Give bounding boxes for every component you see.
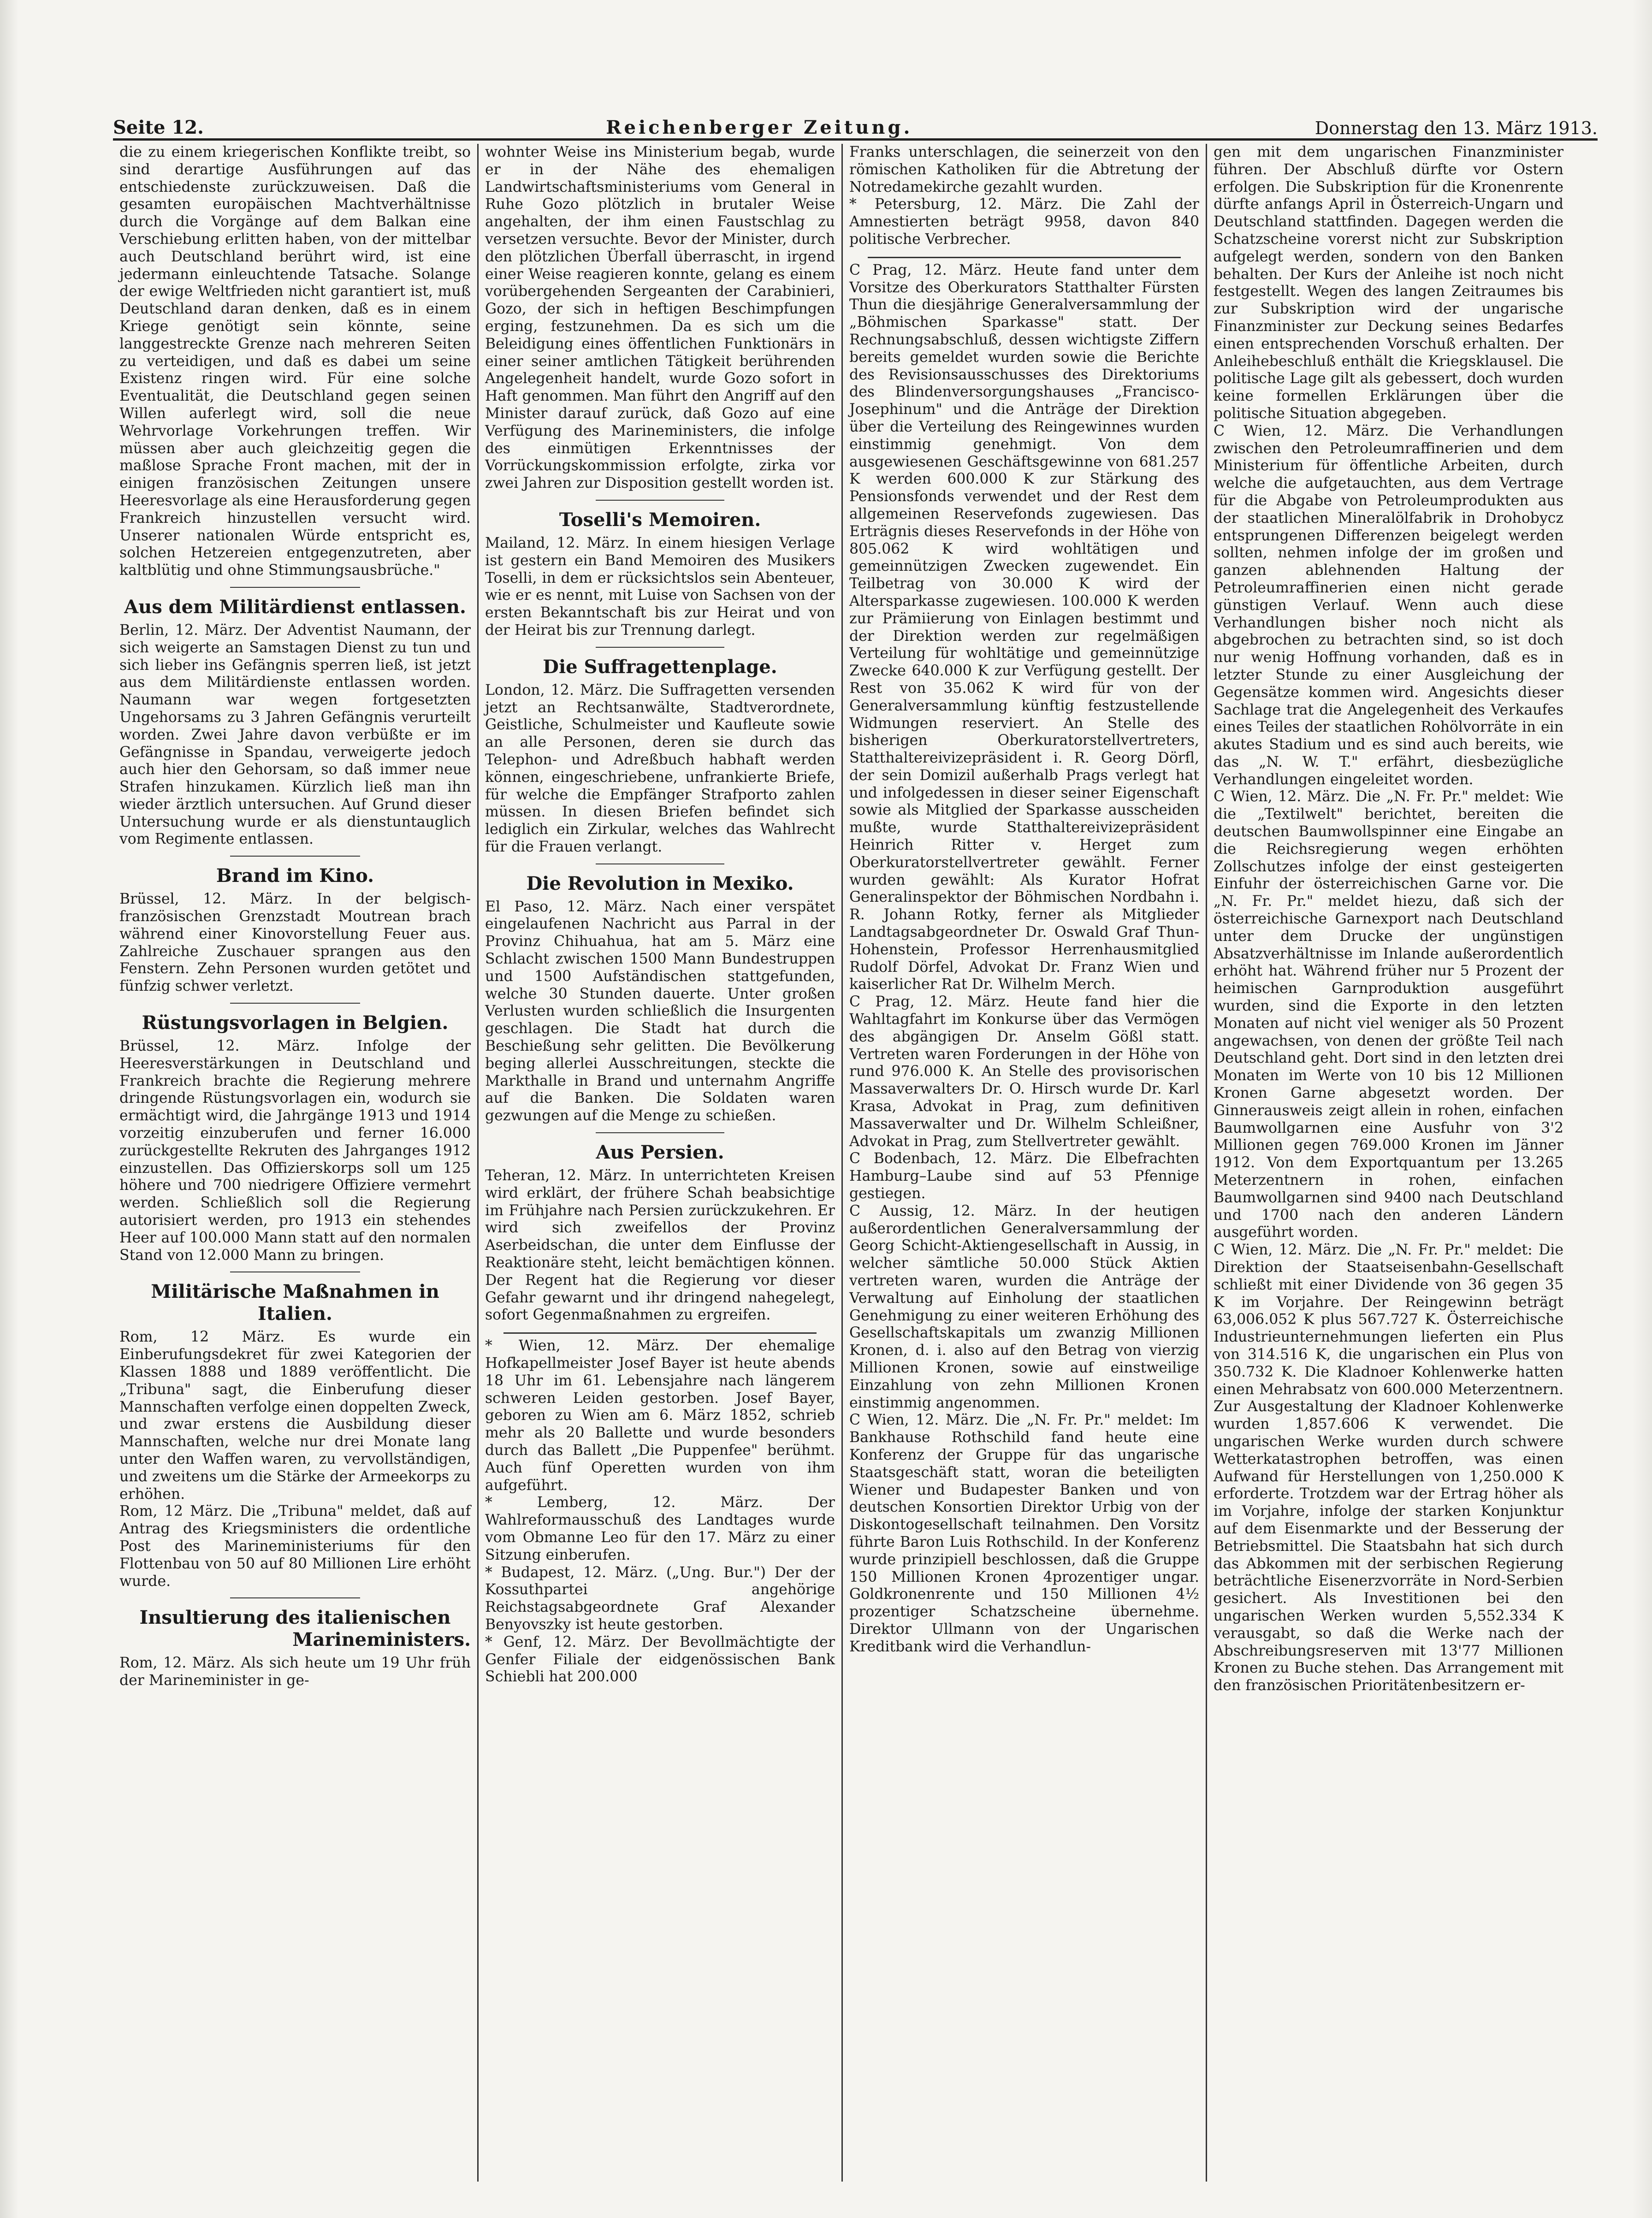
newspaper-title: Reichenberger Zeitung. xyxy=(606,117,913,138)
article-text: Berlin, 12. März. Der Adventist Naumann, der sich weigerte an Samstagen Dienst zu tun und sich lieber ins Gefängnis sperren ließ, ist jetzt aus dem Militärdienste entlassen worden. Naumann war wegen fortgesetzten Ungehorsams zu 3 Jahren Gefängnis verurteilt worden. Zwei Jahre davon verbüßte er im Gefängnisse in Spandau, verweigerte jedoch auch hier den Gehorsam, so daß immer neue Strafen hinzukamen. Kürzlich ließ man ihn wieder ärztlich untersuchen. Auf Grund dieser Untersuchung wurde er als dienstuntauglich vom Regimente entlassen. xyxy=(119,621,471,848)
article-text: C Prag, 12. März. Heute fand hier die Wahltagfahrt im Konkurse über das Vermögen des abgängigen Dr. Anselm Gößl statt. Vertreten waren Forderungen in der Höhe von rund 976.000 K. An Stelle des provisorischen Massaverwalters Dr. O. Hirsch wurde Dr. Karl Krasa, Advokat in Prag, zum definitiven Massaverwalter und Dr. Wilhelm Schleißner, Advokat in Prag, zum Stellvertreter gewählt. xyxy=(849,994,1199,1150)
article-text: * Wien, 12. März. Der ehemalige Hofkapellmeister Josef Bayer ist heute abends 18 Uhr im 61. Lebensjahre nach längerem schweren Leiden gestorben. Josef Bayer, geboren zu Wien am 6. März 1852, schrieb mehr als 20 Ballette und wurde besonders durch das Ballett „Die Puppenfee" berühmt. Auch fünf Operetten wurden von ihm aufgeführt. xyxy=(485,1337,835,1494)
divider xyxy=(230,856,360,857)
article-text: Franks unterschlagen, die seinerzeit von den römischen Katholiken für die Abtretung der Notredamekirche gezahlt wurden. xyxy=(849,144,1199,195)
article-heading: Aus Persien. xyxy=(596,1142,724,1164)
article-text: Mailand, 12. März. In einem hiesigen Verlage ist gestern ein Band Memoiren des Musikers Toselli, in dem er rücksichtslos sein Abenteuer, wie er es nennt, mit Luise von Sachsen von der ersten Bekanntschaft bis zur Heirat und von der Heirat bis zur Trennung darlegt. xyxy=(485,534,835,639)
article-text: Rom, 12 März. Es wurde ein Einberufungsdekret für zwei Kategorien der Klassen 1888 und 1889 veröffentlicht. Die „Tribuna" sagt, die Einberufung dieser Mannschaften verfolge einen doppelten Zweck, und zwar erstens die Ausbildung dieser Mannschaften, welche nur drei Monate lang unter den Waffen waren, zu vervollständigen, und zweitens um die Stärke der Armeekorps zu erhöhen. xyxy=(119,1329,471,1502)
article-heading: Aus dem Militärdienst entlassen. xyxy=(124,596,466,618)
divider xyxy=(230,1597,360,1598)
article-text: C Wien, 12. März. Die „N. Fr. Pr." meldet: Die Direktion der Staatseisenbahn-Gesellschaft schließt mit einer Dividende von 36 gegen 35 K im Vorjahre. Der Reingewinn beträgt 63,006.052 K plus 567.727 K. Österreichische Industrieunternehmungen lieferten ein Plus von 314.516 K, die ungarischen ein Plus von 350.732 K. Die Kladnoer Kohlenwerke hatten einen Mehrabsatz von 600.000 Meterzentnern. Zur Ausgestaltung der Kladnoer Kohlenwerke wurden 1,857.606 K verwendet. Die ungarischen Werke wurden durch schwere Wetterkatastrophen betroffen, was einen Aufwand für Herstellungen von 1,250.000 K erforderte. Trotzdem war der Ertrag höher als im Vorjahre, infolge der starken Konjunktur auf dem Eisenmarkte und der Besserung der Betriebsmittel. Die Staatsbahn hat sich durch das Abkommen mit der serbischen Regierung beträchtliche Eisenerzvorräte in Nord-Serbien gesichert. Als Investitionen bei den ungarischen Werken wurden 5,552.334 K verausgabt, so daß die Werke nach der Abschreibungsreserven mit 13'77 Millionen Kronen zu Buche stehen. Das Arrangement mit den französischen Prioritätenbesitzern er- xyxy=(1214,1242,1563,1694)
article-text: * Budapest, 12. März. („Ung. Bur.") Der der Kossuthpartei angehörige Reichstagsabgeordnete Graf Alexander Benyovszky ist heute gestorben. xyxy=(485,1564,835,1633)
column-2 xyxy=(477,144,841,2182)
column-3 xyxy=(841,144,1206,2182)
divider xyxy=(596,647,724,648)
article-text: Brüssel, 12. März. Infolge der Heeresverstärkungen in Deutschland und Frankreich brachte die Regierung mehrere dringende Rüstungsvorlagen ein, wodurch sie ermächtigt wird, die Jahrgänge 1913 und 1914 vorzeitig einzuberufen und ferner 16.000 zurückgestellte Rekruten des Jahrganges 1912 einzustellen. Das Offizierskorps soll um 125 höhere und 700 niedrigere Offiziere vermehrt werden. Schließlich soll die Regierung autorisiert werden, pro 1913 ein stehendes Heer auf 100.000 Mann statt auf den normalen Stand von 12.000 Mann zu bringen. xyxy=(119,1038,471,1264)
article-text: C Prag, 12. März. Heute fand unter dem Vorsitze des Oberkurators Statthalter Fürsten Thun die diesjährige Generalversammlung der „Böhmischen Sparkasse" statt. Der Rechnungsabschluß, dessen wichtigste Ziffern bereits gemeldet wurden sowie die Berichte des Revisionsausschusses des Direktoriums des Blindenversorgungshauses „Francisco-Josephinum" und die Anträge der Direktion über die Verteilung des Reingewinnes wurden einstimmig genehmigt. Von dem ausgewiesenen Geschäftsgewinne von 681.257 K werden 600.000 K zur Stärkung des Pensionsfonds verwendet und der Rest dem allgemeinen Reservefonds zugewiesen. Das Erträgnis dieses Reservefonds in der Höhe von 805.062 K wird wohltätigen und gemeinnützigen Zwecken zugewendet. Ein Teilbetrag von 30.000 K wird der Altersparkasse zugewiesen. 100.000 K werden zur Prämiierung von Einlagen bestimmt und der Direktion werden zur regelmäßigen Verteilung für wohltätige und gemeinnützige Zwecke 640.000 K zur Verfügung gestellt. Der Rest von 35.062 K wird für von der Generalversammlung künftig festzustellende Widmungen reserviert. An Stelle des bisherigen Oberkuratorstellvertreters, Statthaltereivizepräsident i. R. Georg Dörfl, der sein Domizil außerhalb Prags verlegt hat und infolgedessen in dieser seiner Eigenschaft sowie als Mitglied der Sparkasse ausscheiden mußte, wurde Statthaltereivizepräsident Heinrich Ritter v. Herget zum Oberkuratorstellvertreter gewählt. Ferner wurden gewählt: Als Kurator Hofrat Generalinspektor der Böhmischen Nordbahn i. R. Johann Rotky, ferner als Mitglieder Landtagsabgeordneter Dr. Oswald Graf Thun-Hohenstein, Professor Herrenhausmitglied Rudolf Dörfel, Advokat Dr. Franz Wien und kaiserlicher Rat Dr. Wilhelm Merch. xyxy=(849,261,1199,993)
article-heading: Insultierung des italienischen xyxy=(139,1607,451,1629)
article-text: Teheran, 12. März. In unterrichteten Kreisen wird erklärt, der frühere Schah beabsichtige im Frühjahre nach Persien zurückzukehren. Er wird sich zweifellos der Provinz Aserbeidschan, die unter dem Einflusse der Reaktionäre steht, leicht bemächtigen können. Der Regent hat die Regierung vor dieser Gefahr gewarnt und ihr dringend nahegelegt, sofort Gegenmaßnahmen zu ergreifen. xyxy=(485,1167,835,1324)
article-heading-continued: Marineministers. xyxy=(292,1629,471,1651)
article-text: * Lemberg, 12. März. Der Wahlreformausschuß des Landtages wurde vom Obmanne Leo für den 17. März zu einer Sitzung einberufen. xyxy=(485,1494,835,1563)
article-text: Rom, 12. März. Als sich heute um 19 Uhr früh der Marineminister in ge- xyxy=(119,1655,471,1689)
article-heading: Die Revolution in Mexiko. xyxy=(526,872,794,894)
page-header xyxy=(113,111,1598,141)
article-text: Rom, 12 März. Die „Tribuna" meldet, daß auf Antrag des Kriegsministers die ordentliche Post des Marineministeriums für den Flottenbau von 50 auf 80 Millionen Lire erhöht wurde. xyxy=(119,1503,471,1590)
divider xyxy=(596,1132,724,1133)
article-heading: Rüstungsvorlagen in Belgien. xyxy=(142,1012,449,1034)
article-text: El Paso, 12. März. Nach einer verspätet eingelaufenen Nachricht aus Parral in der Provinz Chihuahua, hat am 5. März eine Schlacht zwischen 1500 Mann Bundestruppen und 1500 Aufständischen stattgefunden, welche 30 Stunden dauerte. Unter großen Verlusten wurden schließlich die Insurgenten geschlagen. Die Stadt hat durch die Beschießung sehr gelitten. Die Bevölkerung beging allerlei Ausschreitungen, steckte die Markthalle in Brand und unternahm Angriffe auf die Banken. Die Soldaten waren gezwungen auf die Menge zu schießen. xyxy=(485,898,835,1124)
article-text: C Aussig, 12. März. In der heutigen außerordentlichen Generalversammlung der Georg Schicht-Aktiengesellschaft in Aussig, in welcher sämtliche 50.000 Stück Aktien vertreten waren, wurden die Anträge der Verwaltung auf Einholung der staatlichen Genehmigung zu einer weiteren Erhöhung des Gesellschaftskapitals um zwanzig Millionen Kronen, d. i. also auf den Betrag von vierzig Millionen Kronen, sowie auf einstweilige Einzahlung von zehn Millionen Kronen einstimmig angenommen. xyxy=(849,1202,1199,1411)
issue-date: Donnerstag den 13. März 1913. xyxy=(1314,118,1598,138)
divider xyxy=(503,1332,817,1334)
article-text: die zu einem kriegerischen Konflikte treibt, so sind derartige Ausführungen auf das entschiedenste zurückzuweisen. Daß die gesamten europäischen Machtverhältnisse durch die Vorgänge auf dem Balkan eine Verschiebung erlitten haben, von der mittelbar auch Deutschland berührt wird, ist eine jedermann einleuchtende Tatsache. Solange der ewige Weltfrieden nicht garantiert ist, muß Deutschland daran denken, daß es in einem Kriege genötigt sein könnte, seine langgestreckte Grenze nach mehreren Seiten zu verteidigen, und daß es dabei um seine Existenz ringen wird. Für eine solche Eventualität, die Deutschland gegen seinen Willen auferlegt wird, soll die neue Wehrvorlage Vorkehrungen treffen. Wir müssen aber auch gleichzeitig gegen die maßlose Sprache Front machen, mit der in einigen französischen Zeitungen unsere Heeresvorlage als eine Herausforderung gegen Frankreich hinzustellen versucht wird. Unserer nationalen Würde entspricht es, solchen Hetzereien entgegenzutreten, aber kaltblütig und ohne Stimmungsausbrüche." xyxy=(119,144,471,579)
divider xyxy=(230,587,360,588)
article-text: C Wien, 12. März. Die Verhandlungen zwischen den Petroleumraffinerien und dem Ministerium für öffentliche Arbeiten, durch welche die aufgetauchten, aus dem Vertrage für die Abgabe von Petroleumprodukten aus der staatlichen Mineralölfabrik in Drohobycz entsprungenen Differenzen beigelegt werden sollten, nehmen infolge der im großen und ganzen ablehnenden Haltung der Petroleumraffinerien einen nicht gerade günstigen Verlauf. Wenn auch diese Verhandlungen bisher noch nicht als abgebrochen zu betrachten sind, so ist doch nur wenig Hoffnung vorhanden, daß es in letzter Stunde zu einer Ausgleichung der Gegensätze kommen wird. Angesichts dieser Sachlage trat die Angelegenheit des Verkaufes eines Teiles der staatlichen Rohölvorräte in ein akutes Stadium und es sind auch bereits, wie das „N. W. T." erfährt, diesbezügliche Verhandlungen eingeleitet worden. xyxy=(1214,422,1563,788)
article-text: C Wien, 12. März. Die „N. Fr. Pr." meldet: Im Bankhause Rothschild fand heute eine Konferenz der Gruppe für das ungarische Staatsgeschäft statt, woran die beteiligten Wiener und Budapester Banken und von deutschen Konsortien Direktor Urbig von der Diskontogesellschaft teilnahmen. Den Vorsitz führte Baron Luis Rothschild. In der Konferenz wurde prinzipiell beschlossen, daß die Gruppe 150 Millionen Kronen 4prozentiger ungar. Goldkronenrente und 150 Millionen 4½ prozentiger Schatzscheine übernehme. Direktor Ullmann von der Ungarischen Kreditbank wird die Verhandlun- xyxy=(849,1412,1199,1655)
article-heading: Brand im Kino. xyxy=(216,865,374,887)
column-1 xyxy=(113,144,477,2182)
article-text: London, 12. März. Die Suffragetten versenden jetzt an Rechtsanwälte, Stadtverordnete, Geistliche, Schulmeister und Kaufleute sowie an alle Personen, deren sie durch das Telephon- und Adreßbuch habhaft werden können, eingeschriebene, unfrankierte Briefe, für welche die Empfänger Strafporto zahlen müssen. In diesen Briefen befindet sich lediglich ein Zirkular, welches das Wahlrecht für die Frauen verlangt. xyxy=(485,681,835,855)
divider xyxy=(230,1003,360,1004)
divider xyxy=(868,257,1181,258)
page-number: Seite 12. xyxy=(113,117,204,138)
article-text: Brüssel, 12. März. In der belgisch-französischen Grenzstadt Moutrean brach während einer Kinovorstellung Feuer aus. Zahlreiche Zuschauer sprangen aus den Fenstern. Zehn Personen wurden getötet und fünfzig schwer verletzt. xyxy=(119,891,471,995)
article-text: * Petersburg, 12. März. Die Zahl der Amnestierten beträgt 9958, davon 840 politische Verbrecher. xyxy=(849,196,1199,248)
article-text: C Wien, 12. März. Die „N. Fr. Pr." meldet: Wie die „Textilwelt" berichtet, bereiten die deutschen Baumwollspinner eine Eingabe an die Reichsregierung wegen erhöhten Zollschutzes infolge der einst gesteigerten Einfuhr der österreichischen Garne vor. Die „N. Fr. Pr." meldet hiezu, daß sich der österreichische Garnexport nach Deutschland unter dem Drucke der ungünstigen Absatzverhältnisse im Inlande außerordentlich erhöht hat. Während früher nur 5 Prozent der heimischen Garnproduktion ausgeführt wurden, sind die Exporte in den letzten Monaten auf nicht viel weniger als 50 Prozent angewachsen, von denen der größte Teil nach Deutschland geht. Dort sind in den letzten drei Monaten im Werte von 10 bis 12 Millionen Kronen Garne abgesetzt worden. Der Ginnerausweis zeigt allein in rohen, einfachen Baumwollgarnen eine Ausfuhr von 3'2 Millionen gegen 769.000 Kronen im Jänner 1912. Von dem Exportquantum per 13.265 Meterzentnern in rohen, einfachen Baumwollgarnen sind 9400 nach Deutschland und 1700 nach den anderen Ländern ausgeführt worden. xyxy=(1214,788,1563,1241)
divider xyxy=(596,500,724,501)
column-4 xyxy=(1206,144,1570,2182)
article-heading: Militärische Maßnahmen in Italien. xyxy=(151,1281,439,1325)
article-heading: Die Suffragettenplage. xyxy=(543,656,777,678)
article-text: * Genf, 12. März. Der Bevollmächtigte der Genfer Filiale der eidgenössischen Bank Schiebli hat 200.000 xyxy=(485,1633,835,1686)
text-columns xyxy=(113,144,1598,2182)
article-text: wohnter Weise ins Ministerium begab, wurde er in der Nähe des ehemaligen Landwirtschaftsministeriums vom General in Ruhe Gozo plötzlich in brutaler Weise angehalten, der ihm einen Faustschlag zu versetzen versuchte. Bevor der Minister, durch den plötzlichen Überfall überrascht, in irgend einer Weise reagieren konnte, gelang es einem vorübergehenden Sergeanten der Carabinieri, Gozo, der sich in heftigen Beschimpfungen erging, festzunehmen. Da es sich um die Beleidigung eines öffentlichen Funktionärs in einer seiner amtlichen Tätigkeit berührenden Angelegenheit handelt, wurde Gozo sofort in Haft genommen. Man führt den Angriff auf den Minister darauf zurück, daß Gozo auf eine Verfügung des Marineministers, die infolge des einmütigen Erkenntnisses der Vorrückungskommission erfolgte, zirka vor zwei Jahren zur Disposition gestellt worden ist. xyxy=(485,144,835,492)
article-text: gen mit dem ungarischen Finanzminister führen. Der Abschluß dürfte vor Ostern erfolgen. Die Subskription für die Kronenrente dürfte anfangs April in Österreich-Ungarn und Deutschland stattfinden. Dagegen werden die Schatzscheine vorerst nicht zur Subskription aufgelegt werden, sondern von den Banken behalten. Der Kurs der Anleihe ist noch nicht festgestellt. Wegen des langen Zeitraumes bis zur Subskription wird der ungarische Finanzminister zur Deckung seines Bedarfes einen entsprechenden Vorschuß erhalten. Der Anleihebeschluß enthält die Kriegsklausel. Die politische Lage gilt als gebessert, doch wurden keine formellen Erklärungen über die politische Situation abgegeben. xyxy=(1214,144,1563,422)
article-heading: Toselli's Memoiren. xyxy=(559,509,761,531)
article-text: C Bodenbach, 12. März. Die Elbefrachten Hamburg–Laube sind auf 53 Pfennige gestiegen. xyxy=(849,1150,1199,1202)
